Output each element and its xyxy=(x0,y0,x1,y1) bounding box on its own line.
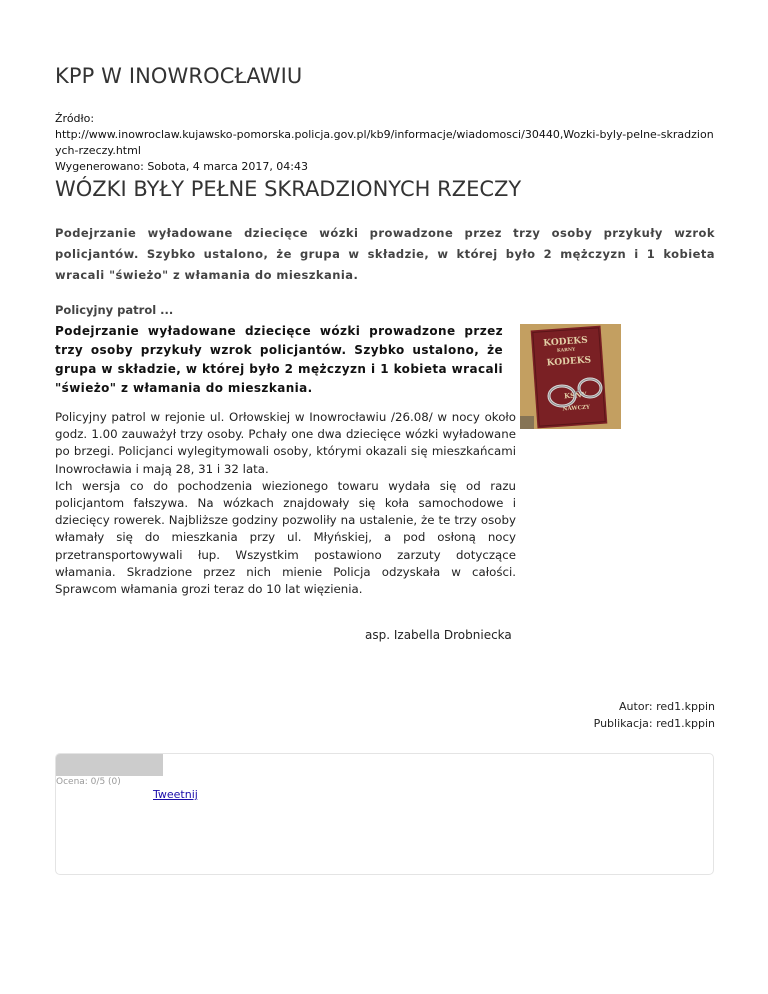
publication-credit: Publikacja: red1.kppin xyxy=(593,717,715,730)
article-paragraph-2: Ich wersja co do pochodzenia wiezionego towaru wydała się od razu policjantom fałszywa. Na wózkach znajdowały się koła samochodowe i dziecięcy rowerek. Najbliższe godziny pozwoliły na ustalenie, że te trzy osoby włamały się do mieszkania przy ul. Młyńskiej, a pod osłoną nocy przetransportowywali łup. Wszystkim postawiono zarzuty dotyczące włamania. Skradzione przez nich mienie Policja odzyskała w całości. Sprawcom włamania grozi teraz do 10 lat więzienia. xyxy=(55,478,516,597)
rating-box xyxy=(55,753,714,875)
source-label: Źródło: xyxy=(55,112,95,125)
image-text-2: KARNY xyxy=(556,347,576,354)
article-signature: asp. Izabella Drobniecka xyxy=(365,628,512,642)
source-url: http://www.inowroclaw.kujawsko-pomorska.policja.gov.pl/kb9/informacje/wiadomosci/30440,Wozki-byly-pelne-skradzionych-rzeczy.html xyxy=(55,128,714,157)
rating-bar[interactable] xyxy=(56,754,163,776)
rating-text: Ocena: 0/5 (0) xyxy=(56,777,121,787)
article-photo xyxy=(520,324,621,429)
article-paragraph-1: Policyjny patrol w rejonie ul. Orłowskiej w Inowrocławiu /26.08/ w nocy około godz. 1.00 zauważył trzy osoby. Pchały one dwa dziecięce wózki wyładowane po brzegi. Policjanci wylegitymowali osoby, którymi okazali się mieszkańcami Inowrocławia i mają 28, 31 i 32 lata. xyxy=(55,410,516,476)
credits xyxy=(594,698,715,732)
content-lead: Podejrzanie wyładowane dziecięce wózki prowadzone przez trzy osoby przykuły wzrok policjantów. Szybko ustalono, że grupa w składzie, w której było 2 mężczyzn i 1 kobieta wracali "świeżo" z włamania do mieszkania. xyxy=(55,324,503,395)
image-text-4: KSNY xyxy=(563,389,587,401)
article-teaser: Policyjny patrol ... xyxy=(55,303,174,317)
article-title: WÓZKI BYŁY PEŁNE SKRADZIONYCH RZECZY xyxy=(55,177,522,201)
image-text-3: KODEKS xyxy=(546,355,592,369)
image-text-5: NAWCZY xyxy=(562,404,591,413)
image-text-1: KODEKS xyxy=(543,335,589,349)
site-title: KPP W INOWROCŁAWIU xyxy=(55,64,303,88)
tweet-link[interactable]: Tweetnij xyxy=(153,788,198,801)
source-meta xyxy=(55,111,715,175)
article-body xyxy=(55,409,516,598)
article-lead: Podejrzanie wyładowane dziecięce wózki prowadzone przez trzy osoby przykuły wzrok policjantów. Szybko ustalono, że grupa w składzie, w której było 2 mężczyzn i 1 kobieta wracali "świeżo" z włamania do mieszkania. xyxy=(55,226,715,282)
author-credit: Autor: red1.kppin xyxy=(619,700,715,713)
generated-date: Wygenerowano: Sobota, 4 marca 2017, 04:43 xyxy=(55,160,309,173)
